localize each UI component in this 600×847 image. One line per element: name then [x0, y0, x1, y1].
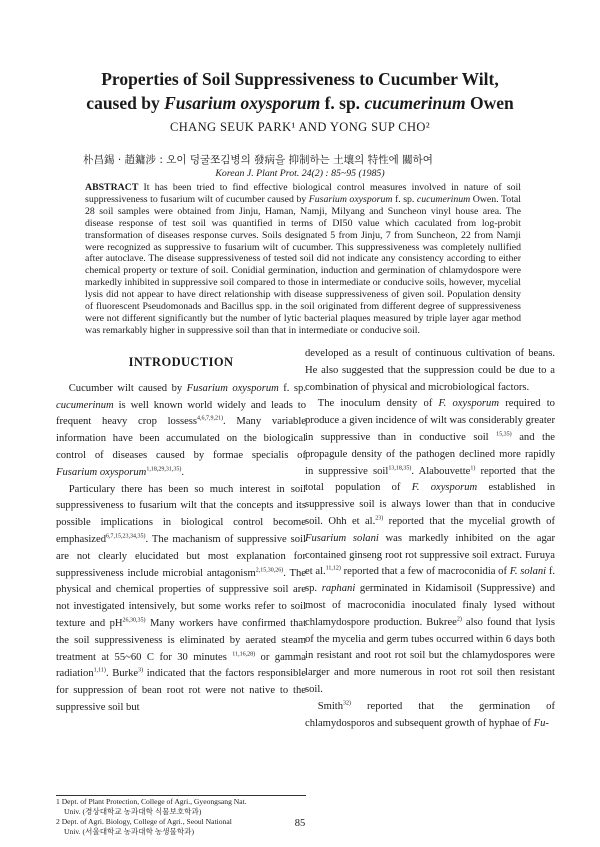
citation: 2,15,30,26)	[255, 567, 284, 574]
citation: 3)	[138, 667, 144, 674]
text: reported that the germination of chlamydosporos and subsequent growth of hyphae of	[305, 700, 555, 729]
text: is well known world widely and leads to frequent heavy crop lossess	[56, 399, 306, 428]
text: required to produce a given incidence of wilt was considerably greater in suppressive than in conductive soil	[305, 398, 555, 443]
text: . The physical and chemical properties of suppressive soil are not investigated intensively, but some works refer to soil texture and pH	[56, 567, 306, 629]
text: Smith	[317, 700, 344, 712]
citation: 13,18,35)	[388, 465, 412, 472]
citation: 1,11)	[93, 667, 106, 674]
text: or gamma radiation	[56, 651, 306, 680]
abstract-text: It has been tried to find effective biological control measures involved in nature of soil suppressiveness to fusarium wilt of cucumber caused by	[85, 182, 521, 205]
right-paragraph-3	[305, 699, 555, 733]
text: f. sp.	[278, 382, 307, 394]
paper-title-line1: Properties of Soil Suppressiveness to Cucumber Wilt,	[101, 69, 499, 89]
abstract	[85, 182, 521, 337]
footnote-1: 1 Dept. of Plant Protection, College of Agri., Gyeongsang Nat.	[56, 797, 247, 806]
species: Fusarium solani	[305, 532, 379, 544]
text: was markedly inhibited on the agar contained ginseng root rot suppressive soil extract. Furuya et al.	[305, 532, 555, 578]
text: . The machanism of suppressive soil are not clearly elucidated but most explanation for suppressiveness include microbial antagonism	[56, 533, 306, 579]
authors: CHANG SEUK PARK¹ AND YONG SUP CHO²	[169, 120, 431, 134]
text: reported that the mycelial growth of	[383, 515, 555, 527]
title-text: f. sp.	[320, 93, 365, 113]
citation: 11,16,28)	[232, 651, 256, 658]
species: F. oxysporum	[438, 398, 499, 410]
left-paragraph-1	[56, 381, 306, 482]
text: Particulary there has been so much interest in soil suppressiveness to fusarium wilt that the concepts and its possible implications in biological control become emphasized	[56, 483, 306, 545]
korean-title: 朴昌錫 · 趙鏞涉 : 오이 덩굴쪼김병의 發病을 抑制하는 土壤의 特性에 關하여	[83, 154, 433, 166]
introduction-heading: INTRODUCTION	[128, 355, 234, 369]
citation: 26,30,35)	[122, 617, 146, 624]
left-column	[56, 348, 306, 717]
right-paragraph-2	[305, 396, 555, 698]
species: Fusarium oxysporum	[186, 382, 279, 394]
text: . Alabouvette	[411, 465, 471, 477]
text: The inoculum density of	[317, 398, 439, 410]
right-paragraph-1: developed as a result of continuous cultivation of beans. He also suggested that the suppression could be due to a combination of physical and microbiological factors.	[305, 348, 555, 393]
title-species: Fusarium oxysporum	[164, 93, 321, 113]
citation: 11,12)	[325, 565, 341, 572]
footnote-1-cont: Univ. (경상대학교 농과대학 식물보호학과)	[64, 807, 202, 816]
paper-title-line2	[0, 93, 600, 113]
footnote-2-cont: Univ. (서울대학교 농과대학 농생물학과)	[64, 827, 195, 836]
citation: 1,18,29,31,35)	[146, 466, 182, 473]
text: Many workers have confirmed that the soil suppressiveness is eliminated by aerated steam treatment at 55~60 C for 30 minutes	[56, 617, 307, 663]
right-column	[305, 346, 555, 732]
text: established in suppressive soil is always lower than that in conducive soil. Ohh et al.	[305, 482, 556, 527]
abstract-species: Fusarium oxysporum	[308, 193, 393, 205]
text: . Burke	[105, 668, 139, 680]
citation: 32)	[343, 700, 352, 707]
page-number: 85	[294, 818, 306, 829]
citation: 2)	[456, 616, 462, 623]
text: reported that a few of macroconidia of	[340, 566, 510, 578]
citation: 4,6,7,9,21)	[197, 415, 224, 422]
forma: raphani	[321, 583, 356, 595]
left-paragraph-2	[56, 482, 306, 717]
footnotes	[56, 795, 306, 837]
abstract-text: Owen. Total 28 soil samples were obtained from Jinju, Haman, Namji, Milyang and Suncheon vinyl house area. The disease response of test soil was quantified in terms of DI50 value which caculated from log-probit transformation of diseases response curves. Soils designated 5 from Jinju, 7 from Suncheon, 22 from Namji were recognized as suppressive to fusarium wilt of cucumber. This suppressiveness was completely nullified after autoclave. The disease suppressiveness of tested soil did not indicate any consistency according to either chemical property or texture of soil. Conidial germination, induction and germination of chlamydospore were markedly inhibited in suppressive soil compared to those in intermediate or conducive soils, however, mycelial lysis did not appear to have direct relationship with disease suppressiveness of given soil. Population density of fluorescent Pseudomonads and Bacillus spp. in the soil originated from different degree of suppressiveness were not different significantly but the number of lytic bacterial plaques measured by triple layer agar method was remarkably higher in suppressive soil than that in intermediate or conducive soil.	[85, 193, 521, 336]
species: Fu-	[533, 717, 549, 729]
citation: 23)	[375, 515, 384, 522]
footnote-2: 2 Dept. of Agri. Biology, College of Agri., Seoul National	[56, 817, 232, 826]
text: reported that the total population of	[305, 465, 555, 494]
text: indicated that the factors responsible for suppression of bean root rot were not native to the suppressive soil but	[56, 668, 306, 713]
title-text: caused by	[86, 93, 165, 113]
species: F. oxysporum	[411, 482, 478, 494]
text: .	[181, 466, 184, 478]
species: Fusarium oxysporum	[56, 466, 147, 478]
text: germinated in Kidamisoil (Suppressive) and most of macroconidia inoculated finaly lysed without chlamydospore production. Bukree	[305, 583, 555, 628]
journal-citation	[0, 168, 600, 179]
citation: 6,7,15,23,34,35)	[106, 533, 146, 540]
text: and the propagule density of the pathogen declined more rapidly in suppressive soil	[305, 431, 555, 477]
abstract-forma: cucumerinum	[416, 193, 471, 205]
abstract-text: f. sp.	[392, 193, 417, 205]
abstract-label: ABSTRACT	[85, 182, 139, 193]
species: F. solani	[509, 566, 547, 578]
citation: 1)	[470, 465, 476, 472]
citation: 15,35)	[496, 431, 512, 438]
text: . Many variable information have been accumulated on the biological control of diseases caused by formae specialis of	[56, 416, 306, 461]
title-text: Owen	[465, 93, 514, 113]
text: f. sp.	[305, 566, 556, 595]
forma: cucumerinum	[56, 399, 114, 411]
title-forma: cucumerinum	[364, 93, 466, 113]
text: also found that lysis of the mycelia and germ tubes occurred within 6 days both in resistant and root rot soil but the chlamydospores were larger and more numerous in root rot soil then resistant soil.	[305, 616, 555, 695]
journal-text: Korean J. Plant Prot. 24(2) : 85~95 (1985)	[215, 168, 385, 179]
text: Cucumber wilt caused by	[68, 382, 187, 394]
